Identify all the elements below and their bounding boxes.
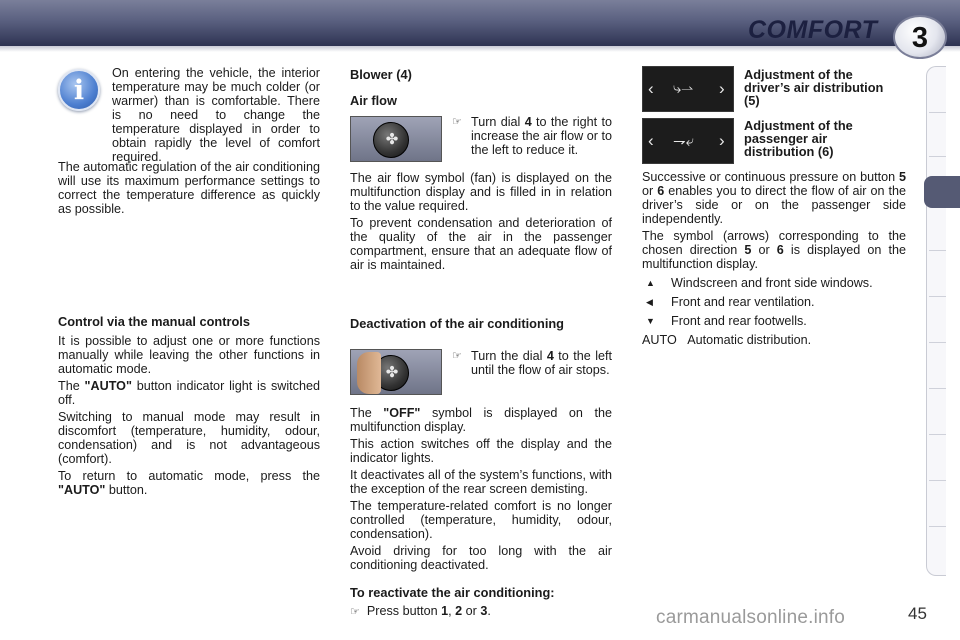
seat-airflow-icon: ⇁⤶: [673, 133, 694, 150]
direction-label: Front and rear footwells.: [671, 314, 807, 328]
arrow-left-icon: ◀: [646, 297, 653, 307]
text-span: Successive or continuous pressure on button: [642, 170, 899, 184]
text-span: to the left until the flow of air stops.: [471, 349, 612, 377]
manual-heading: Control via the manual controls: [58, 314, 250, 329]
deactivate-note: [452, 349, 612, 377]
hand-graphic: [357, 352, 381, 394]
direction-label: Automatic distribution.: [687, 333, 812, 347]
text-span: Turn dial: [471, 115, 525, 129]
text-span: symbol is displayed on the multifunction display.: [350, 406, 612, 434]
turn-dial-text: [471, 115, 612, 157]
text-span: or: [751, 243, 777, 257]
chapter-tabs: [926, 66, 946, 576]
fan-icon: ✤: [385, 364, 399, 381]
button-number: 2: [455, 604, 463, 618]
intro-text-2: The automatic regulation of the air conditioning will use its maximum performance settings to correct the temperature difference as quickly as possible.: [58, 160, 320, 216]
tab-divider: [929, 526, 946, 527]
text-span: .: [487, 604, 491, 618]
direction-label: Windscreen and front side windows.: [671, 276, 873, 290]
header-shadow: [0, 46, 960, 52]
chevron-left-icon: ‹: [648, 131, 654, 150]
text-span: Turn the dial: [471, 349, 547, 363]
passenger-distribution-heading: Adjustment of the passenger air distribution (6): [744, 118, 853, 159]
passenger-distribution-panel-image: [642, 118, 734, 164]
text-span: To return to automatic mode, press the: [58, 469, 320, 483]
text-span: The: [58, 379, 85, 393]
dial-number: 4: [524, 115, 532, 129]
off-label: "OFF": [383, 406, 421, 420]
off-section: [350, 406, 612, 575]
direction-auto: [642, 333, 906, 347]
auto-label: "AUTO": [84, 379, 132, 393]
chevron-right-icon: ›: [719, 79, 725, 98]
direction-ventilation: [642, 295, 906, 309]
distribution-section: [642, 170, 906, 347]
driver-distribution-heading: Adjustment of the driver’s air distribution (5): [744, 67, 884, 108]
tab-divider: [929, 388, 946, 389]
off-paragraph: The temperature-related comfort is no longer controlled (temperature, humidity, odour, condensation).: [350, 499, 612, 541]
dial-number: 4: [546, 349, 554, 363]
button-number: 5: [744, 243, 752, 257]
button-number: 5: [898, 170, 906, 184]
direction-label: Front and rear ventilation.: [671, 295, 815, 309]
tab-divider: [929, 156, 946, 157]
text-span: The: [350, 406, 384, 420]
section-title: COMFORT: [748, 16, 878, 44]
blower-section: [350, 68, 612, 108]
reactivate-heading: To reactivate the air conditioning:: [350, 585, 555, 600]
text-span: Press button: [366, 604, 442, 618]
manual-mode-paragraph: Switching to manual mode may result in discomfort (temperature, humidity, odour, condensation) and is not advantageous (comfort).: [58, 410, 320, 466]
arrow-up-icon: ▲: [646, 278, 655, 288]
intro2-block: [58, 160, 320, 219]
fan-icon: ✤: [385, 131, 399, 148]
chapter-tab-active[interactable]: [924, 176, 960, 208]
text-span: button indicator light is switched off.: [58, 379, 320, 407]
intro-block: [112, 66, 320, 164]
condensation-paragraph: To prevent condensation and deterioration of the quality of the air in the passenger compartment, ensure that an adequate flow of air is maintained.: [350, 216, 612, 272]
dial-knob: [373, 122, 409, 158]
seat-airflow-icon: ⤷⇀: [673, 80, 694, 97]
text-span: is displayed on the multifunction display.: [642, 243, 906, 271]
text-span: button.: [105, 483, 148, 497]
off-symbol-paragraph: [350, 406, 612, 434]
auto-mode-label: AUTO: [642, 333, 677, 347]
manual-paragraph: It is possible to adjust one or more functions manually while leaving the other functions in automatic mode.: [58, 334, 320, 376]
airflow-heading: Air flow: [350, 93, 397, 108]
blower-heading: Blower (4): [350, 67, 412, 82]
reactivate-section: [350, 586, 612, 619]
arrow-down-icon: ▼: [646, 316, 655, 326]
finger-icon: ☞: [452, 116, 462, 128]
tab-divider: [929, 434, 946, 435]
intro-text: On entering the vehicle, the interior temperature may be much colder (or warmer) than is comfortable. There is no need to change the temperature displayed in order to obtain rapidly the level of comfort required.: [112, 66, 320, 164]
manual-controls-section: [58, 315, 320, 500]
text-span: or: [642, 184, 658, 198]
return-auto-paragraph: [58, 469, 320, 497]
text-span: enables you to direct the flow of air on the driver’s side or on the passenger side independently.: [642, 184, 907, 226]
tab-divider: [929, 250, 946, 251]
reactivate-instruction: [350, 604, 612, 619]
button-number: 6: [776, 243, 784, 257]
finger-icon: ☞: [452, 350, 462, 362]
deactivation-heading: Deactivation of the air conditioning: [350, 316, 565, 331]
text-span: ,: [448, 604, 456, 618]
auto-label: "AUTO": [58, 483, 106, 497]
finger-icon: ☞: [350, 606, 360, 618]
off-paragraph: It deactivates all of the system’s functions, with the exception of the rear screen demisting.: [350, 468, 612, 496]
chevron-left-icon: ‹: [648, 79, 654, 98]
symbol-paragraph: [642, 229, 906, 271]
fan-symbol-paragraph: The air flow symbol (fan) is displayed on the multifunction display and is filled in in relation to the value required.: [350, 171, 612, 213]
button-number: 3: [480, 604, 488, 618]
distribution-paragraph: [642, 170, 906, 226]
turn-dial-note: [452, 115, 612, 157]
direction-windscreen: [642, 276, 906, 290]
button-number: 6: [657, 184, 665, 198]
chevron-right-icon: ›: [719, 131, 725, 150]
off-paragraph: Avoid driving for too long with the air conditioning deactivated.: [350, 544, 612, 572]
button-number: 1: [441, 604, 449, 618]
fan-symbol-section: [350, 171, 612, 275]
watermark: carmanualsonline.info: [656, 607, 846, 628]
tab-divider: [929, 480, 946, 481]
info-icon: i: [58, 69, 100, 111]
text-span: The symbol (arrows) corresponding to the chosen direction: [642, 229, 906, 257]
auto-indicator-paragraph: [58, 379, 320, 407]
deactivation-heading-block: [350, 317, 612, 331]
blower-dial-image: [350, 116, 442, 162]
page-number: 45: [908, 604, 927, 623]
blower-dial-hand-image: [350, 349, 442, 395]
text-span: to the right to increase the air flow or to the left to reduce it.: [471, 115, 613, 157]
driver-distribution-panel-image: [642, 66, 734, 112]
chapter-number-badge: 3: [893, 15, 947, 59]
deactivate-text: [471, 349, 612, 377]
text-span: or: [462, 604, 481, 618]
off-paragraph: This action switches off the display and the indicator lights.: [350, 437, 612, 465]
direction-footwells: [642, 314, 906, 328]
tab-divider: [929, 112, 946, 113]
tab-divider: [929, 342, 946, 343]
tab-divider: [929, 296, 946, 297]
